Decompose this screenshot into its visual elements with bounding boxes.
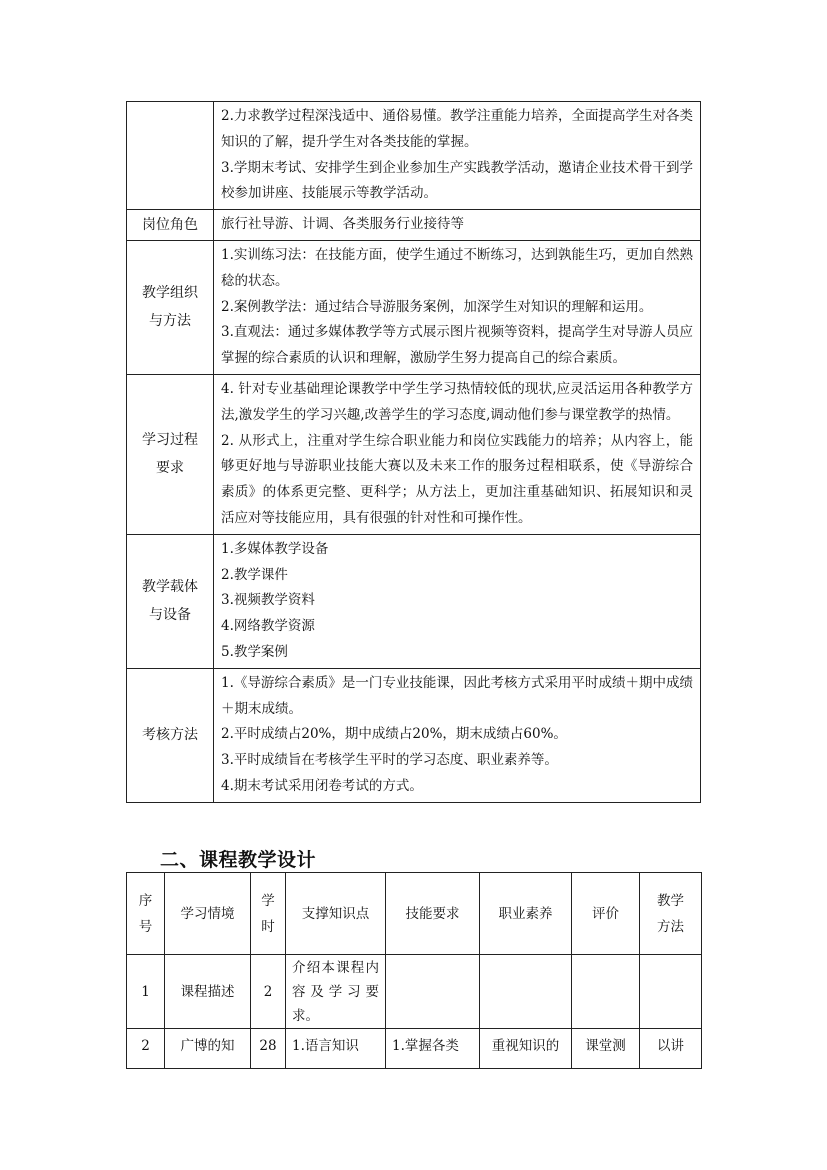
header-cell-method: [640, 873, 702, 955]
header-text: 学时: [261, 892, 275, 935]
label-text: 教学载体与设备: [142, 579, 198, 624]
label-text: 教学组织与方法: [142, 285, 198, 330]
section-heading: 二、课程教学设计: [160, 849, 317, 871]
table-cell: 课程描述: [165, 955, 251, 1029]
info-row-content: [214, 668, 701, 802]
info-row-label: 岗位角色: [127, 210, 214, 241]
info-row-label: [127, 534, 214, 668]
content-line: 4.期末考试采用闭卷考试的方式。: [221, 777, 423, 794]
header-cell-scenario: 学习情境: [165, 873, 251, 955]
table-header-row: [127, 873, 702, 955]
content-line: 3.直观法：通过多媒体教学等方式展示图片视频等资料，提高学生对导游人员应掌握的综合素质的认识和理解，激励学生努力提高自己的综合素质。: [221, 324, 693, 367]
table-cell: [640, 955, 702, 1029]
header-cell-knowledge: 支撑知识点: [286, 873, 386, 955]
info-row-learning-requirements: [127, 374, 701, 534]
table-row: [127, 955, 702, 1029]
header-text: 教学方法: [657, 892, 684, 935]
table-cell: 课堂测: [572, 1029, 640, 1069]
info-row-content: [214, 534, 701, 668]
info-row-label: [127, 240, 214, 374]
table-cell: [480, 955, 572, 1029]
content-line: 4. 针对专业基础理论课教学中学生学习热情较低的现状,应灵活运用各种教学方法,激发学生的学习兴趣,改善学生的学习态度,调动他们参与课堂教学的热情。: [221, 380, 693, 423]
table-cell: 介绍本课程内容及学习要求。: [286, 955, 386, 1029]
info-row-teaching-methods: [127, 240, 701, 374]
table-cell: 以讲: [640, 1029, 702, 1069]
content-line: 2.案例教学法：通过结合导游服务案例，加深学生对知识的理解和运用。: [221, 298, 653, 315]
content-line: 3.学期末考试、安排学生到企业参加生产实践教学活动，邀请企业技术骨干到学校参加讲座、技能展示等教学活动。: [221, 159, 693, 202]
table-cell: 1.掌握各类: [386, 1029, 480, 1069]
content-line: 3.平时成绩旨在考核学生平时的学习态度、职业素养等。: [221, 752, 558, 769]
info-row-continued: [127, 102, 701, 210]
table-cell: 2: [127, 1029, 165, 1069]
table-row: [127, 1029, 702, 1069]
content-line: 2.平时成绩占20%，期中成绩占20%，期末成绩占60%。: [221, 726, 567, 743]
info-row-equipment: [127, 534, 701, 668]
header-text: 序号: [138, 892, 153, 935]
label-text: 学习过程要求: [142, 432, 198, 477]
info-row-content: [214, 102, 701, 210]
content-line: 旅行社导游、计调、各类服务行业接待等: [221, 216, 464, 233]
table-cell: [572, 955, 640, 1029]
info-row-label: [127, 102, 214, 210]
header-cell-literacy: 职业素养: [480, 873, 572, 955]
table-cell: 28: [251, 1029, 286, 1069]
info-row-content: [214, 374, 701, 534]
info-row-content: [214, 240, 701, 374]
info-row-assessment: [127, 668, 701, 802]
course-info-table: [126, 101, 701, 803]
content-line: 4.网络教学资源: [221, 618, 315, 635]
header-cell-skills: 技能要求: [386, 873, 480, 955]
content-line: 5.教学案例: [221, 643, 288, 660]
content-line: 1.实训练习法：在技能方面，使学生通过不断练习，达到孰能生巧，更加自然熟稔的状态。: [221, 246, 693, 289]
table-cell: 广博的知: [165, 1029, 251, 1069]
content-line: 1.《导游综合素质》是一门专业技能课，因此考核方式采用平时成绩＋期中成绩＋期末成绩。: [221, 674, 693, 717]
table-cell: 1.语言知识: [286, 1029, 386, 1069]
content-line: 2.力求教学过程深浅适中、通俗易懂。教学注重能力培养，全面提高学生对各类知识的了解，提升学生对各类技能的掌握。: [221, 108, 693, 150]
header-cell-hours: [251, 873, 286, 955]
table-cell: 重视知识的: [480, 1029, 572, 1069]
header-cell-evaluation: 评价: [572, 873, 640, 955]
table-cell: [386, 955, 480, 1029]
content-line: 1.多媒体教学设备: [221, 540, 329, 557]
table-cell: 1: [127, 955, 165, 1029]
info-row-label: [127, 374, 214, 534]
course-design-table: [126, 872, 702, 1069]
table-cell: 2: [251, 955, 286, 1029]
content-line: 3.视频教学资料: [221, 592, 315, 609]
info-row-post-role: [127, 210, 701, 241]
content-line: 2.教学课件: [221, 566, 288, 583]
info-row-label: 考核方法: [127, 668, 214, 802]
content-line: 2. 从形式上，注重对学生综合职业能力和岗位实践能力的培养；从内容上，能够更好地与导游职业技能大赛以及未来工作的服务过程相联系，使《导游综合素质》的体系更完整、更科学；从方法上，更加注重基础知识、拓展知识和灵活应对等技能应用，具有很强的针对性和可操作性。: [221, 432, 693, 526]
info-row-content: [214, 210, 701, 241]
header-cell-index: [127, 873, 165, 955]
